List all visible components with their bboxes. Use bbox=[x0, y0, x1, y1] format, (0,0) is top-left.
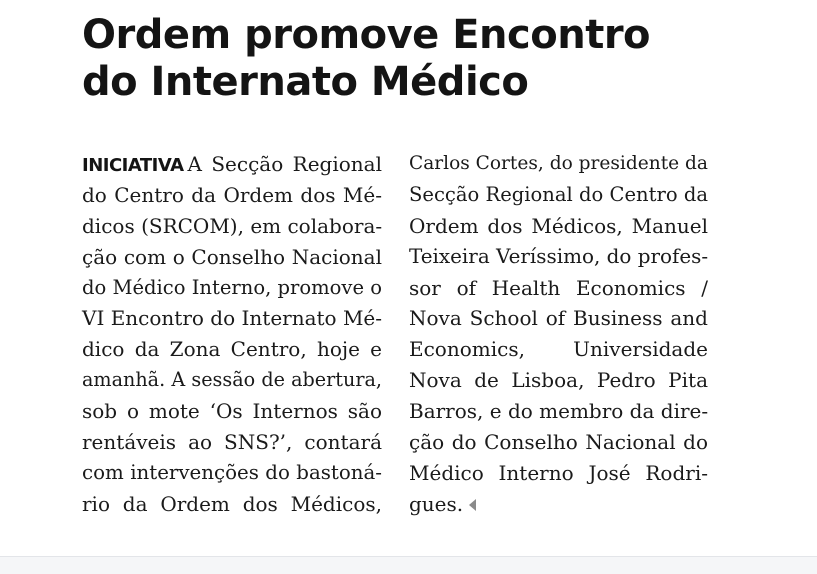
text-line: com intervenções do bastoná- bbox=[82, 460, 382, 484]
text-line: sor of Health Economics / bbox=[409, 275, 708, 300]
text-line-content: A Secção Regional bbox=[187, 152, 382, 176]
text-line-content: gues. bbox=[409, 491, 464, 516]
text-line: sob o mote ‘Os Internos são bbox=[82, 399, 382, 424]
text-line: ção do Conselho Nacional do bbox=[409, 430, 708, 455]
text-line: VI Encontro do Internato Mé- bbox=[82, 306, 383, 331]
text-line: do Centro da Ordem dos Mé- bbox=[82, 182, 382, 207]
text-line: do Médico Interno, promove o bbox=[82, 275, 382, 299]
article-column-left bbox=[82, 149, 382, 520]
text-line: Médico Interno José Rodri- bbox=[409, 460, 708, 485]
text-line bbox=[409, 489, 708, 520]
text-line: rentáveis ao SNS?’, contará bbox=[82, 430, 382, 455]
text-line: Ordem dos Médicos, Manuel bbox=[409, 213, 708, 238]
headline-line: Ordem promove Encontro bbox=[82, 12, 651, 58]
article-kicker: INICIATIVA bbox=[82, 155, 184, 176]
left-triangle-icon bbox=[469, 499, 476, 511]
bottom-toolbar-strip bbox=[0, 556, 817, 574]
article-headline bbox=[82, 12, 782, 106]
text-line: ção com o Conselho Nacional bbox=[82, 244, 382, 269]
article-column-right bbox=[409, 149, 708, 520]
text-line: Barros, e do membro da dire- bbox=[409, 399, 709, 424]
text-line bbox=[82, 149, 382, 180]
text-line: Secção Regional do Centro da bbox=[409, 182, 708, 206]
text-line: Economics, Universidade bbox=[409, 337, 708, 362]
text-line: dicos (SRCOM), em colabora- bbox=[82, 213, 383, 238]
headline-line: do Internato Médico bbox=[82, 59, 529, 105]
text-line: Teixeira Veríssimo, do profes- bbox=[409, 244, 709, 268]
text-line: Nova de Lisboa, Pedro Pita bbox=[409, 368, 708, 393]
text-line: Nova School of Business and bbox=[409, 306, 708, 331]
text-line: Carlos Cortes, do presidente da bbox=[409, 153, 708, 174]
text-line: rio da Ordem dos Médicos, bbox=[82, 491, 382, 516]
text-line: amanhã. A sessão de abertura, bbox=[82, 368, 382, 392]
text-line: dico da Zona Centro, hoje e bbox=[82, 337, 382, 362]
